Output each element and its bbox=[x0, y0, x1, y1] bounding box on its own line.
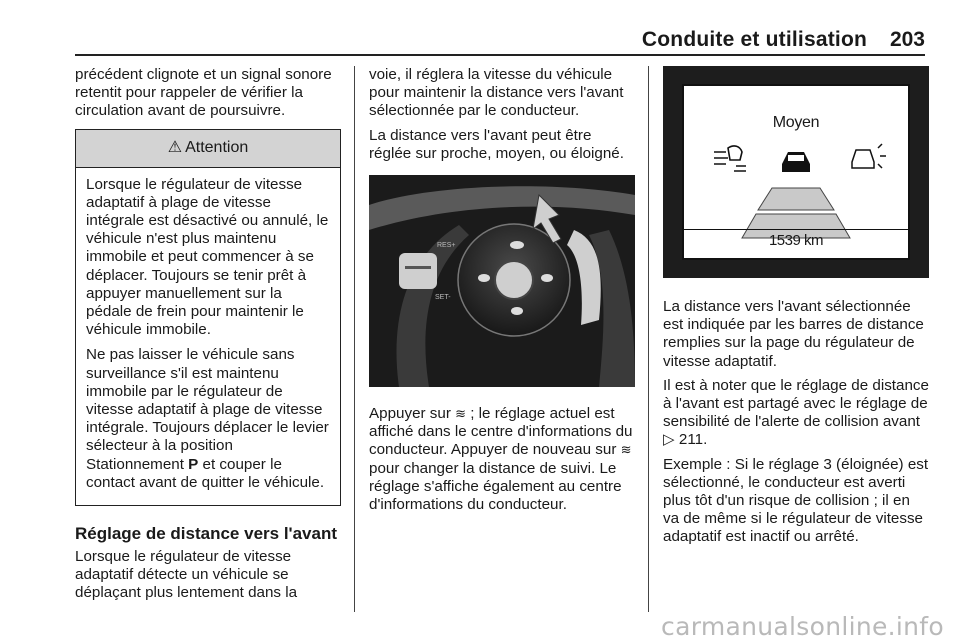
attention-paragraph: Lorsque le régulateur de vitesse adaptatif à plage de vitesse intégrale est désactivé ou annulé, le véhicule n'est plus maintenu immobile et peut commencer à se déplacer. Toujours se tenir prêt à appuyer manuellement sur la pédale de frein pour maintenir le véhicule immobile. bbox=[86, 175, 329, 339]
set-label: SET- bbox=[435, 294, 451, 302]
page-header bbox=[75, 26, 925, 52]
text-run: Il est à noter que le réglage de distance à l'avant est partagé avec le réglage de sensibilité de l'alerte de collision avant bbox=[663, 376, 929, 431]
text-run: pour changer la distance de suivi. Le réglage s'affiche également au centre d'informations du conducteur. bbox=[369, 459, 622, 514]
paragraph: La distance vers l'avant sélectionnée est indiquée par les barres de distance remplies sur la page du régulateur de vitesse adaptatif. bbox=[663, 298, 924, 370]
page-number: 203 bbox=[889, 28, 925, 51]
section-paragraph: Lorsque le régulateur de vitesse adaptatif détecte un véhicule se déplaçant plus lentement dans la bbox=[75, 548, 298, 602]
column-1 bbox=[75, 66, 341, 609]
watermark: carmanualsonline.info bbox=[661, 612, 944, 641]
driver-information-display-figure bbox=[663, 66, 929, 278]
intro-paragraph: précédent clignote et un signal sonore retentit pour rappeler de vérifier la circulation avant de poursuivre. bbox=[75, 66, 332, 120]
screen-divider bbox=[684, 229, 908, 231]
steering-wheel-controls-figure bbox=[369, 175, 635, 387]
distance-setting-label: Moyen bbox=[772, 114, 820, 131]
attention-body bbox=[76, 168, 340, 505]
attention-title: Attention bbox=[185, 139, 249, 156]
section-title: Réglage de distance vers l'avant bbox=[75, 524, 337, 544]
warning-triangle-icon: ⚠ bbox=[167, 139, 183, 156]
attention-header bbox=[76, 130, 340, 168]
following-distance-icon bbox=[714, 146, 746, 171]
header-rule bbox=[75, 54, 925, 56]
paragraph bbox=[369, 405, 635, 514]
steering-wheel-illustration bbox=[369, 175, 635, 387]
column-3 bbox=[663, 66, 929, 553]
column-2 bbox=[369, 66, 635, 520]
text-run: Appuyer sur bbox=[369, 405, 456, 423]
column-divider bbox=[648, 66, 649, 612]
paragraph: La distance vers l'avant peut être réglée sur proche, moyen, ou éloigné. bbox=[369, 126, 624, 162]
res-label: RES+ bbox=[437, 242, 456, 250]
text-run: Ne pas laisser le véhicule sans surveillance s'il est maintenu immobile par le régulateur de vitesse adaptatif à plage de vitesse intégrale. Toujours déplacer le levier sélecteur à la position Stationnement bbox=[86, 346, 329, 473]
display-screen bbox=[682, 84, 910, 260]
column-divider bbox=[354, 66, 355, 612]
chapter-title: Conduite et utilisation bbox=[641, 28, 867, 51]
attention-paragraph bbox=[86, 346, 330, 492]
park-position-label: P bbox=[188, 455, 199, 473]
page-reference-arrow-icon: ▷ bbox=[663, 431, 675, 449]
text-run: et couper le contact avant de quitter le véhicule. bbox=[86, 455, 325, 491]
text-run: ; le réglage actuel est affiché dans le centre d'informations du conducteur. Appuyer de nouveau sur bbox=[369, 405, 633, 459]
following-distance-icon: ≋ bbox=[620, 442, 632, 458]
page-reference: 211. bbox=[678, 431, 708, 449]
paragraph: Exemple : Si le réglage 3 (éloignée) est sélectionné, le conducteur est averti plus tôt d'un risque de collision ; il en va de même si le régulateur de vitesse adaptatif est inactif ou arrêté. bbox=[663, 455, 929, 546]
paragraph: voie, il réglera la vitesse du véhicule pour maintenir la distance vers l'avant sélectionnée par le conducteur. bbox=[369, 66, 624, 120]
paragraph bbox=[663, 377, 929, 450]
following-distance-icon: ≋ bbox=[455, 406, 467, 422]
odometer-readout: 1539 km bbox=[768, 231, 824, 249]
distance-bar bbox=[758, 188, 834, 210]
res-set-button bbox=[399, 253, 437, 289]
center-button bbox=[495, 261, 533, 299]
attention-box bbox=[75, 129, 341, 506]
vehicle-ahead-icon bbox=[782, 152, 810, 172]
collision-alert-icon bbox=[852, 144, 886, 168]
